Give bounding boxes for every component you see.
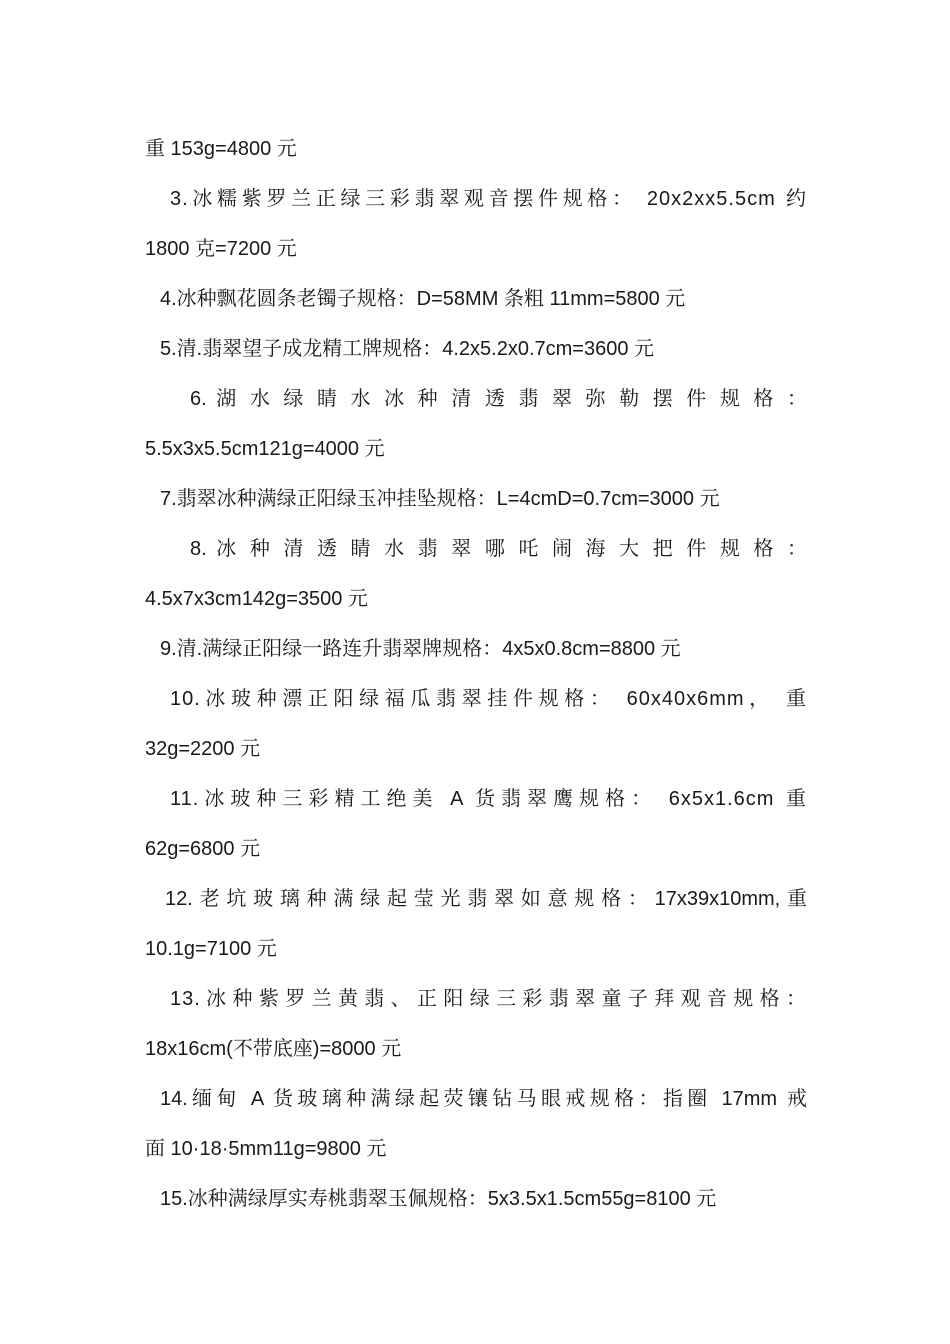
text-line: 62g=6800 元 — [145, 838, 261, 860]
list-item-14: 14.缅甸 A 货玻璃种满绿起荧镶钻马眼戒规格：指圈 17mm 戒 — [160, 1088, 807, 1110]
list-item-10: 10.冰玻种漂正阳绿福瓜翡翠挂件规格： 60x40x6mm， 重 — [170, 688, 807, 710]
list-item-12: 12.老坑玻璃种满绿起莹光翡翠如意规格：17x39x10mm,重 — [165, 888, 807, 910]
list-item-7: 7.翡翠冰种满绿正阳绿玉冲挂坠规格：L=4cmD=0.7cm=3000 元 — [160, 488, 720, 510]
text-line: 18x16cm(不带底座)=8000 元 — [145, 1038, 402, 1060]
list-item-9: 9.清.满绿正阳绿一路连升翡翠牌规格：4x5x0.8cm=8800 元 — [160, 638, 681, 660]
list-item-15: 15.冰种满绿厚实寿桃翡翠玉佩规格：5x3.5x1.5cm55g=8100 元 — [160, 1188, 717, 1210]
list-item-4: 4.冰种飘花圆条老镯子规格：D=58MM 条粗 11mm=5800 元 — [160, 288, 686, 310]
list-item-6: 6. 湖 水 绿 睛 水 冰 种 清 透 翡 翠 弥 勒 摆 件 规 格 ： — [190, 388, 807, 410]
text-line: 1800 克=7200 元 — [145, 238, 297, 260]
list-item-5: 5.清.翡翠望子成龙精工牌规格：4.2x5.2x0.7cm=3600 元 — [160, 338, 655, 360]
list-item-8: 8. 冰 种 清 透 睛 水 翡 翠 哪 吒 闹 海 大 把 件 规 格 ： — [190, 538, 807, 560]
text-line: 面 10·18·5mm11g=9800 元 — [145, 1138, 387, 1160]
text-line: 4.5x7x3cm142g=3500 元 — [145, 588, 368, 610]
text-line: 10.1g=7100 元 — [145, 938, 277, 960]
list-item-13: 13.冰种紫罗兰黄翡、正阳绿三彩翡翠童子拜观音规格： — [170, 988, 807, 1010]
list-item-11: 11.冰玻种三彩精工绝美 A 货翡翠鹰规格： 6x5x1.6cm 重 — [170, 788, 807, 810]
list-item-3: 3.冰糯紫罗兰正绿三彩翡翠观音摆件规格： 20x2xx5.5cm 约 — [170, 188, 807, 210]
text-line: 重 153g=4800 元 — [145, 138, 297, 160]
text-line: 32g=2200 元 — [145, 738, 261, 760]
text-line: 5.5x3x5.5cm121g=4000 元 — [145, 438, 385, 460]
document-body — [145, 124, 807, 1224]
